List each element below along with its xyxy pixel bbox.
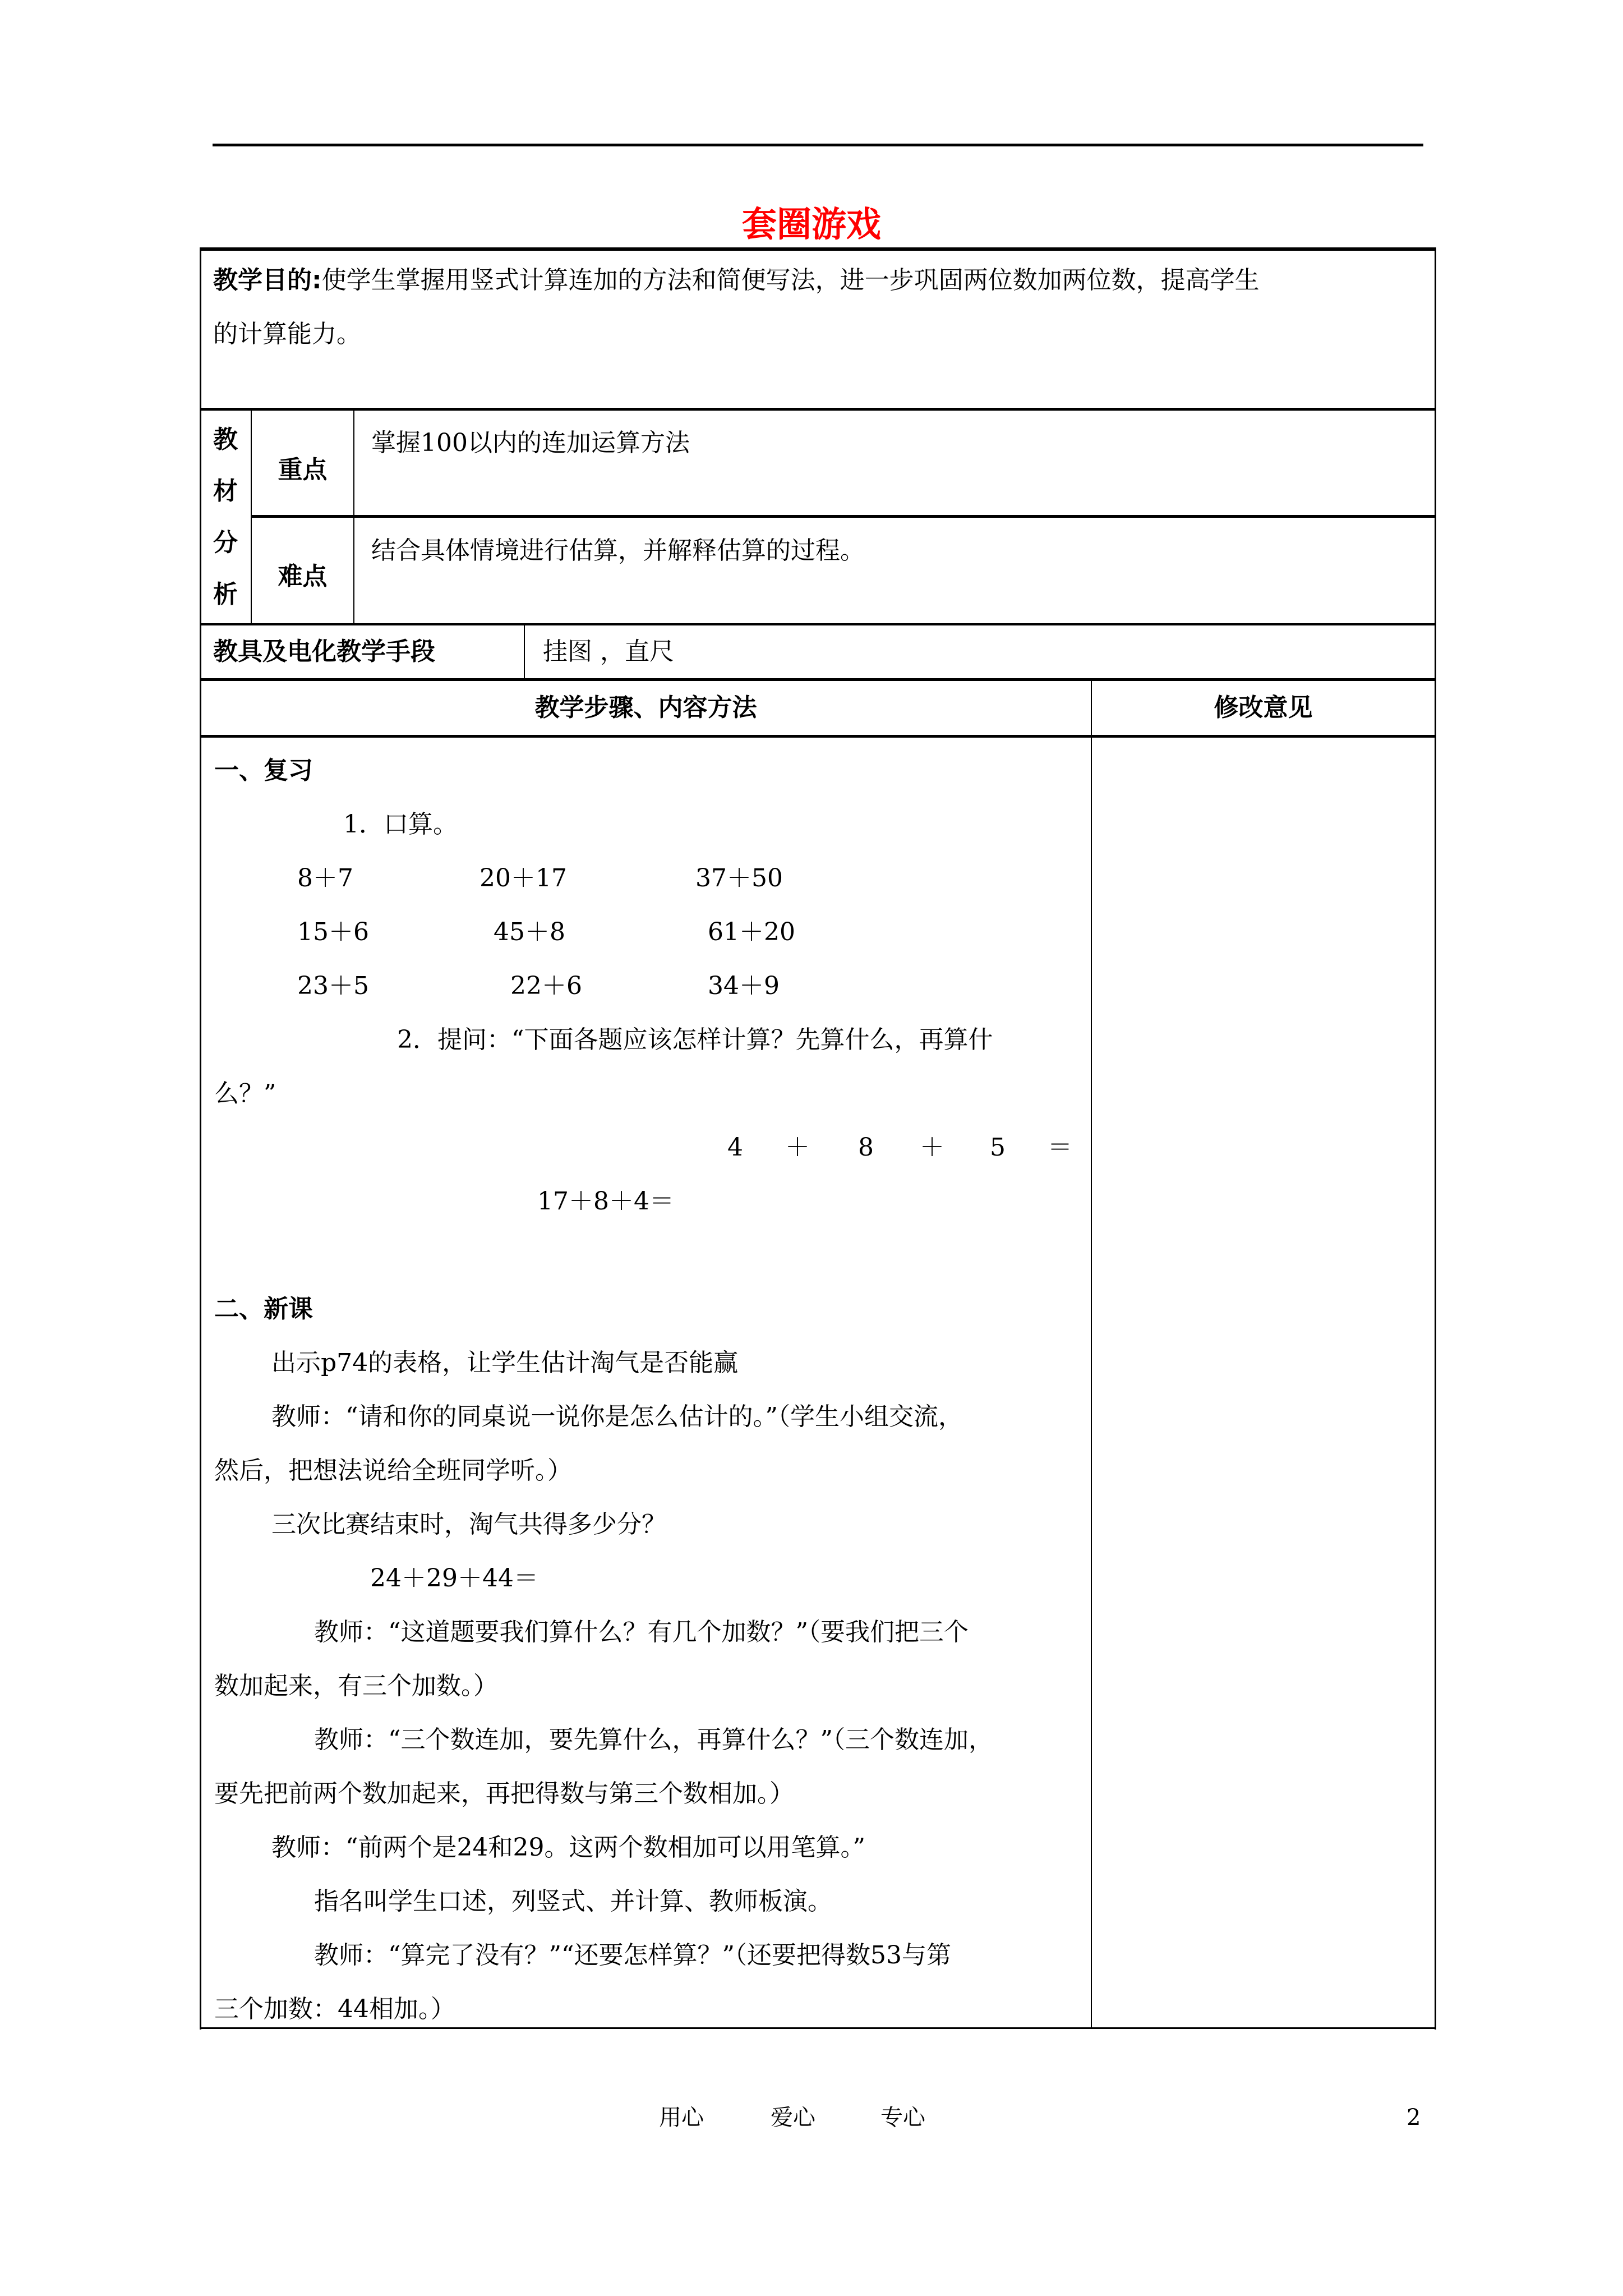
row-separator [251, 515, 1436, 518]
oral-math-item: 8＋7 [297, 864, 353, 892]
oral-math-item: 34＋9 [708, 972, 780, 1000]
analysis-char: 析 [213, 580, 238, 609]
review-item-1: 1．口算。 [343, 810, 458, 839]
expression-2: 17＋8＋4＝ [537, 1187, 674, 1216]
row-separator [200, 735, 1436, 738]
revisions-column-header: 修改意见 [1214, 693, 1313, 722]
lesson-line: 教师：“三个数连加，要先算什么，再算什么？”（三个数连加， [314, 1726, 993, 1754]
oral-math-item: 22＋6 [510, 972, 582, 1000]
page-number: 2 [1407, 2105, 1421, 2131]
lesson-line: 出示p74的表格，让学生估计淘气是否能赢 [271, 1349, 739, 1377]
new-lesson-heading: 二、新课 [214, 1295, 313, 1323]
lesson-line: 数加起来，有三个加数。） [214, 1672, 498, 1700]
expr-token: ＋ [785, 1133, 810, 1162]
review-heading: 一、复习 [214, 756, 313, 785]
difficulty-label: 难点 [278, 562, 328, 591]
oral-math-item: 15＋6 [297, 918, 369, 946]
oral-math-item: 61＋20 [708, 918, 795, 946]
tools-value: 挂图 ，直尺 [543, 637, 674, 666]
analysis-label [200, 414, 251, 620]
col-separator [1091, 679, 1092, 2028]
analysis-char: 材 [213, 477, 238, 505]
lesson-line: 教师：“算完了没有？”“还要怎样算？”（还要把得数53与第 [314, 1941, 951, 1970]
lesson-line: 三个加数：44相加。） [214, 1995, 455, 2023]
header-rule [213, 144, 1423, 146]
oral-math-item: 23＋5 [297, 972, 369, 1000]
expr-token: 4 [727, 1133, 743, 1162]
footer-slogan: 用心 [659, 2105, 704, 2131]
footer-slogan: 爱心 [771, 2105, 815, 2131]
lesson-line: 然后，把想法说给全班同学听。） [214, 1456, 572, 1485]
expr-token: ＝ [1048, 1133, 1072, 1162]
oral-math-item: 37＋50 [695, 864, 783, 892]
review-item-2-line-2: 么？” [214, 1079, 276, 1108]
key-point-text: 掌握100以内的连加运算方法 [371, 429, 690, 457]
expr-token: 5 [990, 1133, 1006, 1162]
objective-line-1 [213, 254, 1260, 307]
oral-math-item: 20＋17 [479, 864, 567, 892]
expr-token: 8 [858, 1133, 874, 1162]
objective-text: 使学生掌握用竖式计算连加的方法和简便写法，进一步巩固两位数加两位数，提高学生 [321, 266, 1260, 295]
oral-math-item: 45＋8 [494, 918, 565, 946]
footer-slogan: 专心 [880, 2105, 925, 2131]
steps-column-header: 教学步骤、内容方法 [534, 693, 757, 722]
key-point-label: 重点 [278, 455, 328, 484]
table-top-border [200, 247, 1436, 251]
expr-token: ＋ [920, 1133, 944, 1162]
tools-label: 教具及电化教学手段 [213, 637, 435, 666]
lesson-line: 教师：“前两个是24和29。这两个数相加可以用笔算。” [271, 1833, 865, 1862]
lesson-line: 教师：“请和你的同桌说一说你是怎么估计的。”（学生小组交流， [271, 1402, 963, 1431]
col-separator [524, 624, 525, 679]
review-item-2-line-1: 2．提问：“下面各题应该怎样计算？先算什么，再算什 [397, 1025, 993, 1054]
lesson-line: 要先把前两个数加起来，再把得数与第三个数相加。） [214, 1779, 794, 1808]
analysis-char: 分 [213, 528, 238, 557]
analysis-char: 教 [213, 425, 238, 454]
objective-line-2: 的计算能力。 [213, 320, 361, 348]
lesson-line: 24＋29＋44＝ [370, 1564, 538, 1593]
difficulty-text: 结合具体情境进行估算，并解释估算的过程。 [371, 536, 865, 565]
lesson-line: 指名叫学生口述，列竖式、并计算、教师板演。 [314, 1887, 832, 1916]
lesson-line: 三次比赛结束时，淘气共得多少分？ [271, 1510, 666, 1539]
page-title: 套圈游戏 [741, 204, 881, 245]
objective-label: 教学目的: [213, 266, 322, 295]
lesson-line: 教师：“这道题要我们算什么？有几个加数？”（要我们把三个 [314, 1618, 969, 1646]
col-separator [353, 409, 354, 624]
row-separator [200, 408, 1436, 411]
